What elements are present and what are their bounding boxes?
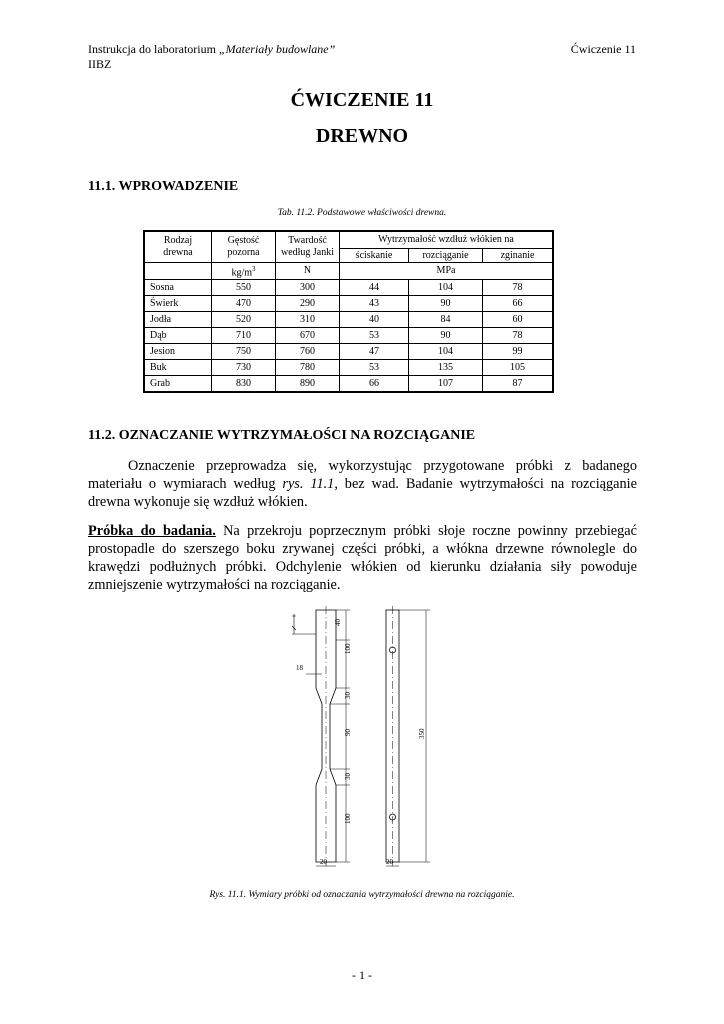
sub-tension: rozciąganie	[409, 249, 483, 263]
cell-hardness: 290	[276, 296, 340, 312]
table-row	[145, 296, 553, 312]
cell-bending: 105	[483, 360, 553, 376]
dim-label-18: 18	[296, 664, 303, 672]
course-name: „Materiały budowlane”	[218, 42, 336, 56]
unit-strength: MPa	[340, 263, 553, 280]
dim-label-90: 90	[344, 729, 352, 736]
table-row	[145, 360, 553, 376]
cell-bending: 87	[483, 376, 553, 392]
page-subtitle: DREWNO	[315, 125, 409, 147]
sub-bending: zginanie	[483, 249, 553, 263]
unit-hardness: N	[276, 263, 340, 280]
col-hardness-header: Twardość według Janki	[276, 232, 340, 263]
cell-bending: 66	[483, 296, 553, 312]
paragraph-sample: Próbka do badania. Na przekroju poprzecznym próbki słoje roczne powinny przebiegać prostopadle do szerszego boku zrywanej części próbki, a włókna drzewne równolegle do krawędzi podłużnych próbki. Odchylenie włókien od kierunku działania siły powoduje zmniejszenie wytrzymałości na rozciąganie.	[88, 523, 637, 593]
specimen-drawing	[280, 604, 440, 872]
cell-compression: 44	[340, 280, 409, 296]
cell-tension: 90	[409, 328, 483, 344]
unit-density: $kg/m^3$	[212, 263, 276, 280]
cell-name: Grab	[145, 376, 212, 392]
properties-table	[143, 230, 554, 393]
cell-name: Jodła	[145, 312, 212, 328]
cell-name: Świerk	[145, 296, 212, 312]
sub-compression: ściskanie	[340, 249, 409, 263]
cell-tension: 104	[409, 344, 483, 360]
cell-compression: 53	[340, 360, 409, 376]
dim-label-20-front: 20	[320, 858, 327, 866]
figure-reference: rys. 11.1	[282, 476, 335, 492]
cell-density: 710	[212, 328, 276, 344]
cell-hardness: 780	[276, 360, 340, 376]
dim-label-30-top: 30	[344, 692, 352, 699]
cell-compression: 43	[340, 296, 409, 312]
units-spacer	[145, 263, 212, 280]
figure-caption: Rys. 11.1. Wymiary próbki od oznaczania wytrzymałości drewna na rozciąganie.	[209, 890, 515, 900]
exercise-label: Ćwiczenie 11	[570, 42, 636, 56]
cell-compression: 40	[340, 312, 409, 328]
section-heading-intro: 11.1. WPROWADZENIE	[88, 179, 239, 194]
table-row	[145, 280, 553, 296]
table-row	[145, 328, 553, 344]
cell-hardness: 760	[276, 344, 340, 360]
col-density-header: Gęstość pozorna	[212, 232, 276, 263]
cell-name: Sosna	[145, 280, 212, 296]
dim-label-30-bottom: 30	[344, 773, 352, 780]
table-row	[145, 344, 553, 360]
table-row	[145, 376, 553, 392]
cell-density: 520	[212, 312, 276, 328]
table-row	[145, 312, 553, 328]
dim-label-350: 350	[418, 728, 426, 739]
cell-compression: 47	[340, 344, 409, 360]
cell-tension: 107	[409, 376, 483, 392]
running-header	[88, 42, 335, 57]
table-caption: Tab. 11.2. Podstawowe właściwości drewna.	[277, 208, 447, 218]
cell-density: 750	[212, 344, 276, 360]
course-prefix: Instrukcja do laboratorium	[88, 42, 219, 56]
col-strength-header: Wytrzymałość wzdłuż włókien na	[340, 232, 553, 249]
dim-label-100-top: 100	[344, 643, 352, 654]
cell-name: Dąb	[145, 328, 212, 344]
cell-tension: 84	[409, 312, 483, 328]
cell-name: Jesion	[145, 344, 212, 360]
cell-tension: 90	[409, 296, 483, 312]
cell-density: 830	[212, 376, 276, 392]
col-species-header: Rodzaj drewna	[145, 232, 212, 263]
sample-lead: Próbka do badania.	[88, 523, 216, 539]
section-heading-tension: 11.2. OZNACZANIE WYTRZYMAŁOŚCI NA ROZCIĄGANIE	[88, 428, 476, 443]
cell-tension: 135	[409, 360, 483, 376]
dim-label-100-bottom: 100	[344, 813, 352, 824]
cell-density: 470	[212, 296, 276, 312]
dim-label-20-side: 20	[386, 858, 393, 866]
paragraph-procedure: Oznaczenie przeprowadza się, wykorzystując przygotowane próbki z badanego materiału o wymiarach według rys. 11.1, bez wad. Badanie wytrzymałości na rozciąganie drewna wykonuje się wzdłuż włókien.	[88, 458, 637, 510]
cell-hardness: 310	[276, 312, 340, 328]
cell-bending: 78	[483, 328, 553, 344]
cell-name: Buk	[145, 360, 212, 376]
cell-hardness: 300	[276, 280, 340, 296]
cell-hardness: 670	[276, 328, 340, 344]
page-number: - 1 -	[352, 968, 372, 982]
cell-hardness: 890	[276, 376, 340, 392]
page-title: ĆWICZENIE 11	[290, 89, 434, 111]
cell-density: 550	[212, 280, 276, 296]
dim-label-40: 40	[334, 619, 342, 626]
cell-bending: 78	[483, 280, 553, 296]
cell-bending: 99	[483, 344, 553, 360]
faculty-label: IIBZ	[88, 57, 112, 71]
cell-compression: 66	[340, 376, 409, 392]
cell-bending: 60	[483, 312, 553, 328]
cell-compression: 53	[340, 328, 409, 344]
cell-tension: 104	[409, 280, 483, 296]
cell-density: 730	[212, 360, 276, 376]
